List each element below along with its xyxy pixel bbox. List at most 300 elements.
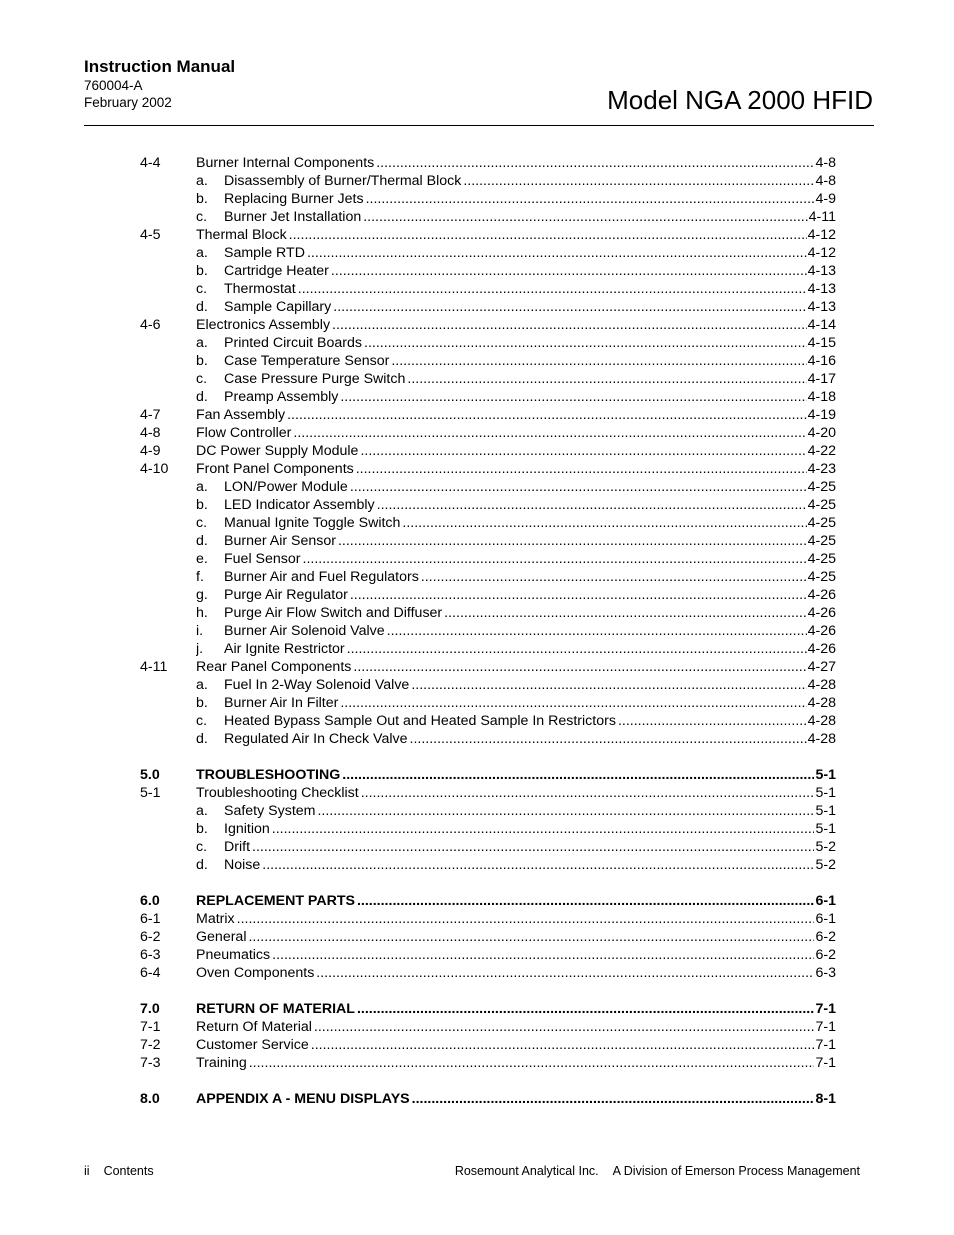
toc-entry-line bbox=[196, 946, 836, 964]
toc-dot-leader bbox=[298, 280, 807, 298]
toc-entry-page: 4-12 bbox=[807, 227, 836, 243]
toc-entry-title: Burner Air and Fuel Regulators bbox=[224, 569, 419, 585]
toc-entry-title: Safety System bbox=[224, 803, 316, 819]
toc-entry-title: Case Temperature Sensor bbox=[224, 353, 390, 369]
toc-entry-line bbox=[196, 280, 836, 298]
toc-entry-letter: g. bbox=[196, 587, 208, 603]
document-number: 760004-A bbox=[84, 78, 143, 93]
toc-entry-letter: a. bbox=[196, 245, 208, 261]
toc-entry-title: Cartridge Heater bbox=[224, 263, 329, 279]
toc-dot-leader bbox=[289, 226, 807, 244]
toc-entry bbox=[140, 676, 836, 694]
toc-entry bbox=[140, 478, 836, 496]
toc-entry bbox=[140, 154, 836, 172]
toc-entry-line bbox=[196, 190, 836, 208]
toc-dot-leader bbox=[342, 766, 814, 784]
toc-entry-line bbox=[196, 586, 836, 604]
toc-dot-leader bbox=[357, 892, 815, 910]
toc-entry bbox=[140, 208, 836, 226]
toc-entry-page: 6-2 bbox=[815, 929, 836, 945]
toc-entry-page: 4-8 bbox=[815, 155, 836, 171]
toc-entry-page: 4-13 bbox=[807, 281, 836, 297]
toc-entry-number: 4-6 bbox=[140, 317, 161, 333]
toc-entry-line bbox=[196, 766, 836, 784]
toc-entry bbox=[140, 730, 836, 748]
toc-entry-title: Burner Air Solenoid Valve bbox=[224, 623, 385, 639]
toc-dot-leader bbox=[444, 604, 806, 622]
toc-entry-line bbox=[196, 442, 836, 460]
toc-entry bbox=[140, 892, 836, 910]
toc-entry-letter: c. bbox=[196, 281, 208, 297]
toc-entry-page: 5-2 bbox=[815, 839, 836, 855]
toc-dot-leader bbox=[249, 1054, 815, 1072]
toc-entry bbox=[140, 406, 836, 424]
toc-entry-line bbox=[196, 532, 836, 550]
toc-entry-title: Sample Capillary bbox=[224, 299, 332, 315]
toc-entry-line bbox=[196, 154, 836, 172]
toc-entry-title: Thermal Block bbox=[196, 227, 287, 243]
model-title: Model NGA 2000 HFID bbox=[607, 85, 873, 115]
toc-entry-page: 4-23 bbox=[807, 461, 836, 477]
toc-entry-title: Troubleshooting Checklist bbox=[196, 785, 359, 801]
toc-entry-title: LED Indicator Assembly bbox=[224, 497, 375, 513]
toc-dot-leader bbox=[350, 478, 807, 496]
toc-entry-page: 4-22 bbox=[807, 443, 836, 459]
toc-dot-leader bbox=[412, 1090, 815, 1108]
toc-entry-line bbox=[196, 1036, 836, 1054]
toc-entry-line bbox=[196, 838, 836, 856]
toc-entry-title: Front Panel Components bbox=[196, 461, 354, 477]
toc-dot-leader bbox=[316, 964, 814, 982]
toc-entry-title: Burner Jet Installation bbox=[224, 209, 362, 225]
toc-entry-number: 7-1 bbox=[140, 1019, 161, 1035]
toc-entry bbox=[140, 766, 836, 784]
toc-dot-leader bbox=[411, 676, 806, 694]
toc-entry-line bbox=[196, 370, 836, 388]
toc-entry-letter: f. bbox=[196, 569, 204, 585]
toc-dot-leader bbox=[350, 586, 807, 604]
toc-dot-leader bbox=[376, 154, 814, 172]
toc-dot-leader bbox=[303, 550, 807, 568]
toc-entry-line bbox=[196, 298, 836, 316]
toc-dot-leader bbox=[410, 730, 807, 748]
toc-entry-title: Return Of Material bbox=[196, 1019, 312, 1035]
toc-entry-letter: b. bbox=[196, 695, 208, 711]
toc-entry-line bbox=[196, 568, 836, 586]
toc-entry-page: 4-28 bbox=[807, 695, 836, 711]
toc-entry-line bbox=[196, 856, 836, 874]
toc-dot-leader bbox=[391, 352, 806, 370]
toc-entry-letter: j. bbox=[196, 641, 204, 657]
toc-entry-number: 6-2 bbox=[140, 929, 161, 945]
toc-entry-title: Fuel Sensor bbox=[224, 551, 301, 567]
toc-entry-line bbox=[196, 820, 836, 838]
toc-entry-line bbox=[196, 550, 836, 568]
table-of-contents bbox=[140, 154, 836, 1108]
toc-entry-number: 5.0 bbox=[140, 767, 160, 783]
toc-entry-number: 5-1 bbox=[140, 785, 161, 801]
toc-entry-page: 5-2 bbox=[815, 857, 836, 873]
toc-dot-leader bbox=[340, 388, 806, 406]
toc-dot-leader bbox=[317, 802, 814, 820]
toc-entry-letter: d. bbox=[196, 389, 208, 405]
toc-entry-letter: b. bbox=[196, 497, 208, 513]
toc-entry bbox=[140, 442, 836, 460]
toc-entry-page: 4-9 bbox=[815, 191, 836, 207]
toc-dot-leader bbox=[338, 532, 807, 550]
toc-entry bbox=[140, 352, 836, 370]
toc-entry bbox=[140, 1054, 836, 1072]
toc-entry-line bbox=[196, 496, 836, 514]
toc-entry-page: 4-14 bbox=[807, 317, 836, 333]
toc-entry-number: 4-8 bbox=[140, 425, 161, 441]
toc-entry-title: Replacing Burner Jets bbox=[224, 191, 364, 207]
toc-entry bbox=[140, 1000, 836, 1018]
toc-dot-leader bbox=[293, 424, 806, 442]
toc-entry-letter: d. bbox=[196, 731, 208, 747]
toc-entry-page: 4-8 bbox=[815, 173, 836, 189]
toc-entry-page: 4-15 bbox=[807, 335, 836, 351]
toc-entry-title: Regulated Air In Check Valve bbox=[224, 731, 408, 747]
toc-entry bbox=[140, 532, 836, 550]
toc-entry-title: Purge Air Flow Switch and Diffuser bbox=[224, 605, 443, 621]
toc-entry bbox=[140, 856, 836, 874]
toc-entry-letter: c. bbox=[196, 371, 208, 387]
toc-entry-title: General bbox=[196, 929, 247, 945]
toc-entry-number: 4-5 bbox=[140, 227, 161, 243]
toc-entry-page: 4-25 bbox=[807, 515, 836, 531]
toc-entry bbox=[140, 334, 836, 352]
toc-entry-line bbox=[196, 1054, 836, 1072]
toc-entry-line bbox=[196, 172, 836, 190]
toc-dot-leader bbox=[287, 406, 806, 424]
toc-dot-leader bbox=[356, 460, 807, 478]
toc-entry-page: 4-20 bbox=[807, 425, 836, 441]
toc-entry-title: REPLACEMENT PARTS bbox=[196, 893, 355, 909]
toc-entry-title: Thermostat bbox=[224, 281, 296, 297]
toc-entry-page: 7-1 bbox=[815, 1019, 836, 1035]
toc-entry-title: Drift bbox=[224, 839, 251, 855]
toc-entry-page: 4-13 bbox=[807, 299, 836, 315]
toc-entry-title: Manual Ignite Toggle Switch bbox=[224, 515, 401, 531]
toc-entry-page: 4-17 bbox=[807, 371, 836, 387]
toc-entry-page: 4-28 bbox=[807, 713, 836, 729]
toc-entry-number: 7-3 bbox=[140, 1055, 161, 1071]
toc-entry-letter: d. bbox=[196, 857, 208, 873]
header-left bbox=[84, 57, 235, 111]
toc-dot-leader bbox=[402, 514, 806, 532]
toc-entry-page: 5-1 bbox=[815, 803, 836, 819]
toc-entry-title: Rear Panel Components bbox=[196, 659, 352, 675]
toc-entry-page: 4-11 bbox=[808, 209, 836, 225]
toc-entry-line bbox=[196, 694, 836, 712]
footer-page-number: ii bbox=[84, 1164, 90, 1178]
toc-entry-title: Case Pressure Purge Switch bbox=[224, 371, 406, 387]
toc-entry-page: 4-25 bbox=[807, 479, 836, 495]
toc-entry bbox=[140, 1090, 836, 1108]
toc-entry bbox=[140, 1018, 836, 1036]
toc-entry-line bbox=[196, 784, 836, 802]
toc-entry-page: 4-19 bbox=[807, 407, 836, 423]
toc-entry bbox=[140, 388, 836, 406]
toc-entry-line bbox=[196, 244, 836, 262]
toc-entry-page: 4-28 bbox=[807, 677, 836, 693]
toc-entry bbox=[140, 784, 836, 802]
toc-entry bbox=[140, 550, 836, 568]
toc-entry-title: Noise bbox=[224, 857, 261, 873]
toc-entry bbox=[140, 622, 836, 640]
toc-entry-line bbox=[196, 640, 836, 658]
toc-entry-page: 4-28 bbox=[807, 731, 836, 747]
toc-entry-title: Customer Service bbox=[196, 1037, 309, 1053]
toc-entry-letter: i. bbox=[196, 623, 204, 639]
toc-entry-page: 4-25 bbox=[807, 569, 836, 585]
toc-entry-title: Printed Circuit Boards bbox=[224, 335, 362, 351]
toc-entry-line bbox=[196, 676, 836, 694]
toc-dot-leader bbox=[364, 334, 807, 352]
toc-entry-line bbox=[196, 964, 836, 982]
toc-entry-title: Heated Bypass Sample Out and Heated Sample In Restrictors bbox=[224, 713, 616, 729]
toc-entry bbox=[140, 820, 836, 838]
toc-dot-leader bbox=[248, 928, 814, 946]
toc-entry-title: Sample RTD bbox=[224, 245, 305, 261]
toc-dot-leader bbox=[347, 640, 807, 658]
toc-entry-number: 8.0 bbox=[140, 1091, 160, 1107]
toc-entry-letter: c. bbox=[196, 713, 208, 729]
toc-entry-page: 4-16 bbox=[807, 353, 836, 369]
toc-entry bbox=[140, 496, 836, 514]
toc-entry-line bbox=[196, 460, 836, 478]
toc-entry-page: 6-1 bbox=[815, 911, 836, 927]
toc-entry bbox=[140, 802, 836, 820]
toc-entry bbox=[140, 316, 836, 334]
toc-entry-number: 4-11 bbox=[140, 659, 168, 675]
toc-dot-leader bbox=[311, 1036, 815, 1054]
toc-entry-line bbox=[196, 514, 836, 532]
toc-dot-leader bbox=[407, 370, 806, 388]
toc-entry-letter: e. bbox=[196, 551, 208, 567]
toc-entry bbox=[140, 298, 836, 316]
toc-entry-line bbox=[196, 208, 836, 226]
toc-entry bbox=[140, 604, 836, 622]
toc-entry bbox=[140, 586, 836, 604]
toc-entry-line bbox=[196, 712, 836, 730]
toc-entry-letter: d. bbox=[196, 533, 208, 549]
toc-entry-line bbox=[196, 1018, 836, 1036]
toc-entry-line bbox=[196, 478, 836, 496]
toc-entry bbox=[140, 964, 836, 982]
toc-entry bbox=[140, 244, 836, 262]
toc-entry-title: Preamp Assembly bbox=[224, 389, 339, 405]
toc-entry-line bbox=[196, 1000, 836, 1018]
toc-entry-title: Burner Air In Filter bbox=[224, 695, 339, 711]
toc-entry-page: 5-1 bbox=[815, 821, 836, 837]
footer-section: Contents bbox=[103, 1164, 154, 1178]
toc-dot-leader bbox=[331, 262, 807, 280]
toc-entry bbox=[140, 424, 836, 442]
toc-entry-line bbox=[196, 604, 836, 622]
toc-entry-title: APPENDIX A - MENU DISPLAYS bbox=[196, 1091, 410, 1107]
toc-dot-leader bbox=[360, 442, 806, 460]
toc-entry bbox=[140, 658, 836, 676]
toc-entry-line bbox=[196, 928, 836, 946]
toc-entry bbox=[140, 712, 836, 730]
toc-entry-letter: b. bbox=[196, 263, 208, 279]
toc-entry-line bbox=[196, 316, 836, 334]
toc-entry-page: 4-12 bbox=[807, 245, 836, 261]
toc-dot-leader bbox=[387, 622, 807, 640]
toc-entry-letter: a. bbox=[196, 173, 208, 189]
toc-entry-letter: d. bbox=[196, 299, 208, 315]
toc-entry-number: 6.0 bbox=[140, 893, 160, 909]
toc-entry-line bbox=[196, 406, 836, 424]
toc-entry bbox=[140, 226, 836, 244]
toc-entry-number: 4-10 bbox=[140, 461, 169, 477]
footer-right bbox=[455, 1163, 860, 1179]
toc-entry-page: 7-1 bbox=[815, 1055, 836, 1071]
toc-entry-letter: a. bbox=[196, 803, 208, 819]
toc-entry bbox=[140, 514, 836, 532]
toc-entry-letter: c. bbox=[196, 209, 208, 225]
toc-entry-letter: c. bbox=[196, 839, 208, 855]
toc-entry-line bbox=[196, 910, 836, 928]
toc-entry-page: 5-1 bbox=[815, 785, 836, 801]
toc-entry-title: Air Ignite Restrictor bbox=[224, 641, 345, 657]
toc-entry-number: 4-9 bbox=[140, 443, 161, 459]
toc-entry bbox=[140, 694, 836, 712]
toc-entry-title: RETURN OF MATERIAL bbox=[196, 1001, 355, 1017]
toc-entry-title: TROUBLESHOOTING bbox=[196, 767, 341, 783]
footer-division: A Division of Emerson Process Management bbox=[612, 1164, 860, 1178]
toc-dot-leader bbox=[366, 190, 815, 208]
toc-entry bbox=[140, 910, 836, 928]
toc-entry-page: 4-26 bbox=[807, 587, 836, 603]
toc-entry-title: Oven Components bbox=[196, 965, 315, 981]
toc-entry-line bbox=[196, 1090, 836, 1108]
toc-entry-number: 6-3 bbox=[140, 947, 161, 963]
toc-dot-leader bbox=[377, 496, 807, 514]
toc-entry-title: Fan Assembly bbox=[196, 407, 286, 423]
toc-entry-letter: h. bbox=[196, 605, 208, 621]
toc-entry-line bbox=[196, 802, 836, 820]
toc-entry-page: 4-18 bbox=[807, 389, 836, 405]
toc-entry-number: 4-7 bbox=[140, 407, 161, 423]
toc-entry-title: Burner Internal Components bbox=[196, 155, 375, 171]
toc-entry-title: Fuel In 2-Way Solenoid Valve bbox=[224, 677, 410, 693]
toc-dot-leader bbox=[421, 568, 807, 586]
toc-entry-line bbox=[196, 226, 836, 244]
toc-entry-page: 4-26 bbox=[807, 641, 836, 657]
toc-dot-leader bbox=[314, 1018, 815, 1036]
toc-entry bbox=[140, 190, 836, 208]
toc-entry-title: Disassembly of Burner/Thermal Block bbox=[224, 173, 462, 189]
toc-entry-number: 7.0 bbox=[140, 1001, 160, 1017]
toc-entry-page: 4-26 bbox=[807, 605, 836, 621]
toc-dot-leader bbox=[272, 946, 814, 964]
toc-entry-letter: c. bbox=[196, 515, 208, 531]
toc-entry-page: 7-1 bbox=[815, 1037, 836, 1053]
toc-entry bbox=[140, 946, 836, 964]
toc-entry-number: 6-4 bbox=[140, 965, 161, 981]
toc-entry-line bbox=[196, 622, 836, 640]
toc-entry-title: Pneumatics bbox=[196, 947, 271, 963]
toc-entry-letter: b. bbox=[196, 191, 208, 207]
toc-entry-page: 7-1 bbox=[815, 1001, 836, 1017]
toc-entry-title: LON/Power Module bbox=[224, 479, 348, 495]
toc-dot-leader bbox=[307, 244, 807, 262]
toc-entry-title: Ignition bbox=[224, 821, 270, 837]
toc-entry-line bbox=[196, 658, 836, 676]
toc-entry-letter: b. bbox=[196, 821, 208, 837]
manual-title: Instruction Manual bbox=[84, 57, 236, 76]
toc-dot-leader bbox=[363, 208, 807, 226]
toc-entry-page: 6-1 bbox=[815, 893, 836, 909]
toc-entry-line bbox=[196, 388, 836, 406]
toc-entry-line bbox=[196, 334, 836, 352]
toc-dot-leader bbox=[340, 694, 806, 712]
toc-entry-page: 4-25 bbox=[807, 497, 836, 513]
toc-entry-line bbox=[196, 262, 836, 280]
toc-entry-title: Burner Air Sensor bbox=[224, 533, 336, 549]
toc-dot-leader bbox=[357, 1000, 815, 1018]
toc-entry bbox=[140, 838, 836, 856]
toc-entry bbox=[140, 370, 836, 388]
toc-entry bbox=[140, 928, 836, 946]
footer-company: Rosemount Analytical Inc. bbox=[454, 1164, 599, 1178]
toc-entry-page: 6-3 bbox=[815, 965, 836, 981]
toc-entry-title: DC Power Supply Module bbox=[196, 443, 359, 459]
toc-entry-page: 4-26 bbox=[807, 623, 836, 639]
toc-entry-line bbox=[196, 352, 836, 370]
toc-dot-leader bbox=[353, 658, 806, 676]
toc-entry-letter: a. bbox=[196, 335, 208, 351]
toc-entry-page: 4-25 bbox=[807, 551, 836, 567]
toc-entry-line bbox=[196, 892, 836, 910]
header-divider bbox=[84, 125, 874, 126]
toc-entry-title: Purge Air Regulator bbox=[224, 587, 348, 603]
toc-entry-number: 4-4 bbox=[140, 155, 161, 171]
toc-entry-line bbox=[196, 424, 836, 442]
toc-entry-title: Matrix bbox=[196, 911, 235, 927]
toc-entry-title: Training bbox=[196, 1055, 247, 1071]
toc-entry-page: 4-25 bbox=[807, 533, 836, 549]
toc-entry-page: 8-1 bbox=[815, 1091, 836, 1107]
toc-dot-leader bbox=[262, 856, 814, 874]
toc-entry-number: 7-2 bbox=[140, 1037, 161, 1053]
toc-entry bbox=[140, 1036, 836, 1054]
toc-entry-letter: a. bbox=[196, 677, 208, 693]
toc-entry-title: Flow Controller bbox=[196, 425, 292, 441]
toc-dot-leader bbox=[463, 172, 814, 190]
toc-entry-number: 6-1 bbox=[140, 911, 161, 927]
toc-entry bbox=[140, 640, 836, 658]
toc-entry-page: 5-1 bbox=[815, 767, 836, 783]
toc-entry bbox=[140, 460, 836, 478]
toc-dot-leader bbox=[361, 784, 815, 802]
toc-entry bbox=[140, 172, 836, 190]
footer-left bbox=[84, 1163, 154, 1179]
toc-dot-leader bbox=[332, 316, 807, 334]
document-date: February 2002 bbox=[84, 95, 172, 110]
toc-entry-letter: a. bbox=[196, 479, 208, 495]
toc-entry-line bbox=[196, 730, 836, 748]
toc-entry-page: 6-2 bbox=[815, 947, 836, 963]
toc-dot-leader bbox=[618, 712, 807, 730]
toc-entry bbox=[140, 262, 836, 280]
toc-dot-leader bbox=[272, 820, 815, 838]
toc-entry bbox=[140, 280, 836, 298]
toc-entry-page: 4-27 bbox=[807, 659, 836, 675]
